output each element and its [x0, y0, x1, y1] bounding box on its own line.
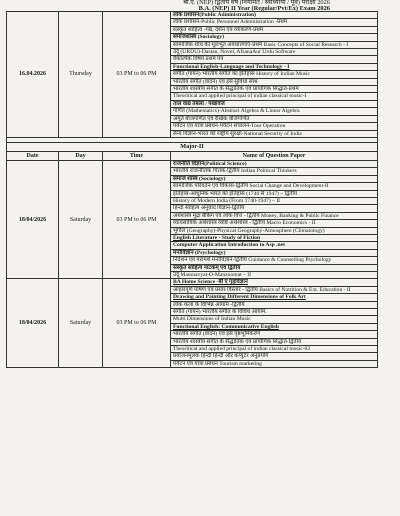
subject-entry: मनोविज्ञान (Psychology): [171, 249, 378, 256]
subject-entry: समाजशास्त्र (Sociology): [171, 34, 378, 41]
table-row: [7, 160, 378, 167]
subject-entry: Theoritical and applied principal of indian classical music-02: [171, 346, 378, 353]
exam-date: 16.04.2026: [7, 12, 59, 138]
subject-entry: Functional English-Language and Technology - I: [171, 63, 378, 70]
subject-entry: भारतीय संगीत (वादन) एवं इसे सुविधा साथ: [171, 78, 378, 85]
subject-entry: भारतीय शास्त्रीय संगीत के सैद्धांतिक एवं प्रायोगिक सिद्धांत-प्रथम: [171, 86, 378, 93]
header-line-hindi: बी.ए. (NEP) द्वितीय वर्ष (नियमित / स्वाध्यायी / पूर्व) परीक्षा 2026: [183, 0, 330, 6]
subject-entry: लोक कला के विभिन्न आयाम -द्वितीय: [171, 301, 378, 308]
exam-time: 03 PM to 06 PM: [103, 279, 171, 368]
exam-day: Saturday: [59, 160, 103, 279]
table-row: [7, 279, 378, 286]
subject-entry: राजनीति विज्ञान(Political Science): [171, 160, 378, 167]
time-column-header: Time: [103, 151, 171, 160]
subject-entry: उर्दू Massnavyat-O-Manzoomat – II: [171, 272, 378, 279]
table-row: [7, 142, 378, 151]
subject-entry: ताल वाद्य तबला / पखावज: [171, 100, 378, 107]
subject-entry: इतिहास-आधुनिक भारत का इतिहास (1740 से 1947) – द्वितीय: [171, 190, 378, 197]
subject-entry: सैन्य विज्ञान-भारत की राष्ट्रीय सुरक्षा-National Security of India: [171, 130, 378, 137]
header-line-english: B.A. (NEP) II Year (Regular/Pvt/Ex) Exam 2026: [198, 5, 330, 12]
subject-entry: संगीत (गायन) भारतीय संगीत के विविध आयाम.: [171, 309, 378, 316]
day-column-header: Day: [59, 151, 103, 160]
subject-entry: Drawing and Painting Different Dimensions of Folk Art: [171, 294, 378, 301]
subject-entry: भारतीय शास्त्रीय संगीत के सैद्धांतिक एवं प्रायोगिक सिद्धांत-द्वितीय: [171, 338, 378, 345]
subject-entry: हिन्दी साहित्य अनुवाद विज्ञान-द्वितीय: [171, 205, 378, 212]
table-row: [7, 12, 378, 19]
subject-entry: लोक प्रशासन(Public Administration): [171, 12, 378, 19]
subject-entry: संस्कृत साहित्य -गद्य, दर्शन एवं व्याकरण-प्रथम: [171, 26, 378, 33]
subject-entry: History of Modern India (From 1740-1947) – II: [171, 197, 378, 204]
subject-entry: आहारपूर्ण पोषण एवं प्रसार विस्तार - द्वितीय Basics of Nutrition & Ext. Education - II: [171, 286, 378, 293]
exam-day: Thursday: [59, 12, 103, 138]
subject-entry: गणित (Mathematics)-Abstract Algebra & Linear Algebra: [171, 108, 378, 115]
subject-entry: निर्देशन एवं परामर्श मनोविज्ञान-द्वितीय Guidance & Counselling Psychology: [171, 257, 378, 264]
subject-entry: सामाजिक शोध की मूलभूत अवधारणाएँ-प्रथम Basic Concepts of Social Research - I: [171, 41, 378, 48]
date-column-header: Date: [7, 151, 59, 160]
exam-time: 03 PM to 06 PM: [103, 12, 171, 138]
subject-entry: उर्दू (URDU)-Dastan, Novel, AfsanaAur Urdu Software: [171, 49, 378, 56]
exam-time: 03 PM to 06 PM: [103, 160, 171, 279]
subject-entry: अमूर्त बीजगणित एवं रैखिक बीजगणित: [171, 115, 378, 122]
subject-entry: BA Home Science -बी ए गृहविज्ञान: [171, 279, 378, 286]
subject-entry: संगीत (गायन) भारतीय संगीत का इतिहास History of Indian Music: [171, 71, 378, 78]
subject-entry: Multi Dimensions of Indian Music: [171, 316, 378, 323]
exam-date: 18/04/2026: [7, 160, 59, 279]
table-header-row: [7, 151, 378, 160]
subject-entry: भूगोल (Geography)-Physical Geography-Atmosphere (Climatology): [171, 227, 378, 234]
subject-entry: लोक प्रशासन-Public Personnel Administration -प्रथम: [171, 19, 378, 26]
subject-entry: भारतीय राजनीतिक चिंतक-द्वितीय Indian Political Thinkers: [171, 168, 378, 175]
exam-day: Saturday: [59, 279, 103, 368]
exam-date: 18/04/2026: [7, 279, 59, 368]
subject-entry: Functional English: Communicative English: [171, 323, 378, 330]
section-title: Major-II: [7, 142, 378, 151]
subject-entry: अर्थशास्त्र मुद्रा बैंकिंग एवं लोक वित्त - द्वितीय Money, Banking & Public Finance: [171, 212, 378, 219]
timetable-table: [6, 11, 378, 368]
subject-entry: व्यावसायिक अर्थशास्त्र व्यष्टि अर्थशास्त्र - द्वितीय Macro Economics - II: [171, 220, 378, 227]
subject-entry: पर्यटन एवं यात्रा प्रबंधन-पर्यटन संचालन-Tour Operation: [171, 123, 378, 130]
subject-entry: प्रयोजनमूलक हिन्दी हिन्दी और कंप्यूटर अनुप्रयोग: [171, 353, 378, 360]
subject-entry: Computer Application Introduction to Asp .net: [171, 242, 378, 249]
subject-entry: पर्यटन एवं यात्रा प्रबंधन Tourism marketing: [171, 360, 378, 367]
subject-entry: सामाजिक परिवर्तन एवं विकास-द्वितीय Social Change and Development-II: [171, 183, 378, 190]
subject-entry: English Literature - Study of Fiction: [171, 234, 378, 241]
subject-entry: वैकल्पिक विषय प्रथम पत्र: [171, 56, 378, 63]
subject-entry: Theoritical and applied principal of indian classical music-I: [171, 93, 378, 100]
subject-entry: समाज शास्त्र (Sociology): [171, 175, 378, 182]
subject-entry: संस्कृत साहित्य नाटकम् एवं द्वितीय: [171, 264, 378, 271]
subject-entry: भारतीय संगीत (वादन) एवं इसे पृष्ठभूमिकरण: [171, 331, 378, 338]
subject-column-header: Name of Question Paper: [171, 151, 378, 160]
